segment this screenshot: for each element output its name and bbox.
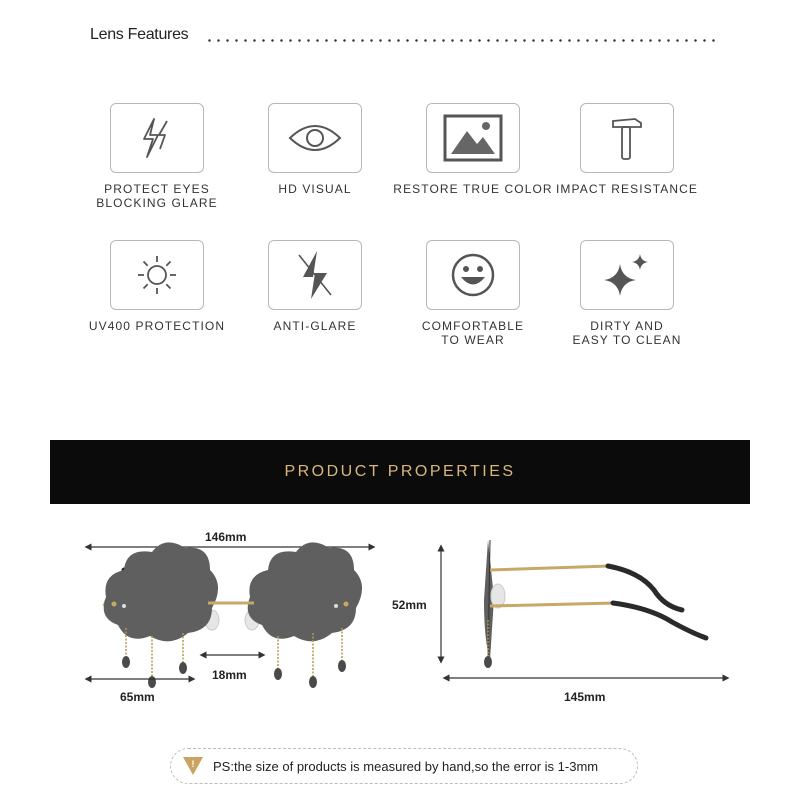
- lightning-icon: [134, 115, 180, 161]
- feature-icon-box: [110, 240, 204, 310]
- feature-icon-box: [268, 103, 362, 173]
- width-label: 146mm: [205, 530, 247, 544]
- feature-comfortable: [388, 240, 558, 347]
- feature-easy-clean: [542, 240, 712, 347]
- height-label: 52mm: [392, 598, 427, 612]
- feature-icon-box: [268, 240, 362, 310]
- feature-true-color: [388, 103, 558, 196]
- temple-label: 145mm: [564, 690, 606, 704]
- right-cloud-lens: [248, 542, 362, 641]
- feature-label: UV400 PROTECTION: [88, 319, 226, 333]
- side-view-glasses: [484, 540, 706, 668]
- feature-uv400: [72, 240, 242, 333]
- lens-features-title: Lens Features: [90, 26, 189, 43]
- hammer-icon: [607, 113, 647, 163]
- feature-label: PROTECT EYES BLOCKING GLARE: [96, 182, 218, 210]
- broken-lightning-icon: [293, 249, 337, 301]
- feature-label: RESTORE TRUE COLOR: [393, 182, 553, 196]
- dotted-divider: [205, 39, 720, 42]
- note-text: PS:the size of products is measured by hand,so the error is 1-3mm: [213, 758, 599, 774]
- feature-label: COMFORTABLE TO WEAR: [421, 319, 525, 347]
- left-cloud-lens: [104, 542, 218, 641]
- banner-title: PRODUCT PROPERTIES: [284, 463, 516, 480]
- product-properties-banner: [50, 440, 750, 504]
- feature-impact-resistance: [542, 103, 712, 196]
- image-icon: [442, 113, 504, 163]
- eye-icon: [287, 118, 343, 158]
- feature-protect-eyes: [72, 103, 242, 210]
- feature-icon-box: [426, 240, 520, 310]
- feature-icon-box: [426, 103, 520, 173]
- feature-label: HD VISUAL: [278, 182, 352, 196]
- feature-label: ANTI-GLARE: [273, 319, 357, 333]
- feature-anti-glare: [230, 240, 400, 333]
- warning-triangle-icon: [181, 755, 205, 777]
- sparkle-icon: [600, 250, 654, 300]
- feature-label: DIRTY AND EASY TO CLEAN: [572, 319, 682, 347]
- svg-text:!: !: [191, 759, 195, 769]
- smiley-icon: [450, 252, 496, 298]
- feature-label: IMPACT RESISTANCE: [555, 182, 699, 196]
- feature-hd-visual: [230, 103, 400, 196]
- lens-width-label: 65mm: [120, 690, 155, 704]
- measurement-note: [170, 748, 638, 784]
- feature-icon-box: [580, 240, 674, 310]
- sun-icon: [135, 253, 179, 297]
- front-view-diagram: [0, 520, 800, 750]
- feature-icon-box: [110, 103, 204, 173]
- feature-icon-box: [580, 103, 674, 173]
- bridge-label: 18mm: [212, 668, 247, 682]
